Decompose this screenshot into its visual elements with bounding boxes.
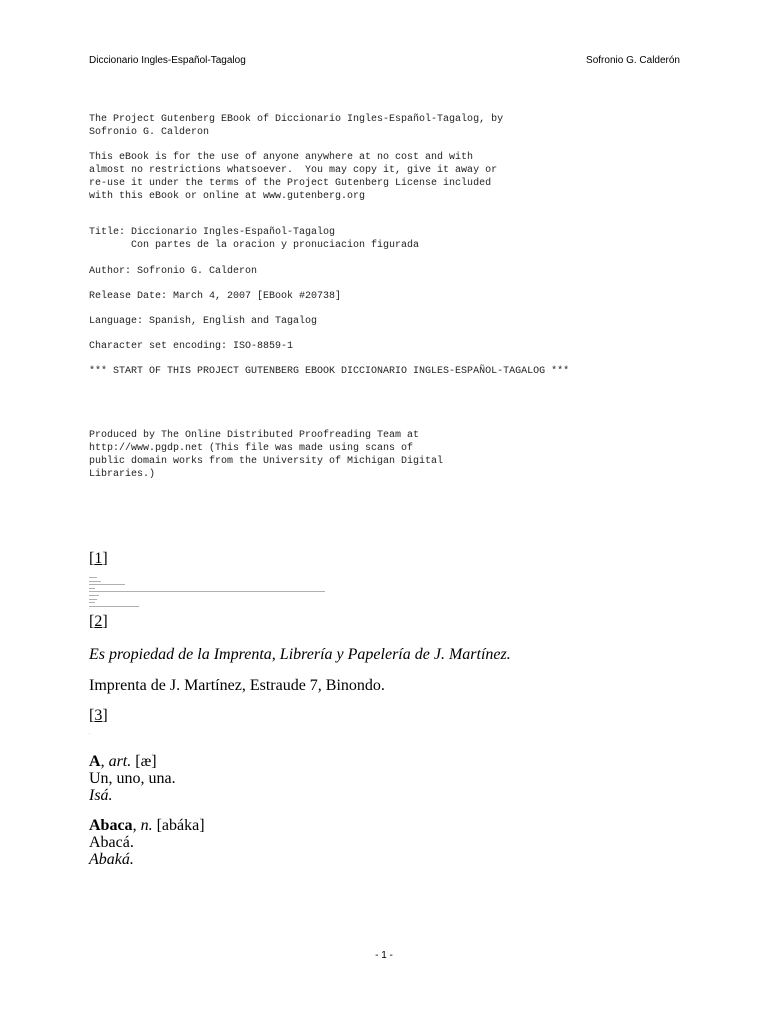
language-field: Language: Spanish, English and Tagalog xyxy=(89,316,318,327)
page-ref-3-link[interactable]: 3 xyxy=(94,707,103,724)
entry-pronunciation: [abáka] xyxy=(156,817,205,834)
scanned-title-page-lines xyxy=(89,577,339,609)
page-ref-2: [2] xyxy=(89,613,108,630)
dictionary-entry xyxy=(89,817,205,868)
entry-spanish: Un, uno, una. xyxy=(89,770,176,787)
entry-tagalog: Isá. xyxy=(89,787,113,804)
license-paragraph: This eBook is for the use of anyone anywhere at no cost and with almost no restrictions whatsoever. You may copy it, give it away or re-use it under the terms of the Project Gutenberg License included with this eBook or online at www.gutenberg.org xyxy=(89,152,498,202)
press-address: Imprenta de J. Martínez, Estraude 7, Binondo. xyxy=(89,677,385,694)
entry-headline: A, art. [æ] xyxy=(89,753,157,770)
dictionary-entry xyxy=(89,753,176,804)
entry-spanish: Abacá. xyxy=(89,834,134,851)
page-ref-2-link[interactable]: 2 xyxy=(94,613,103,630)
stray-dot: . xyxy=(89,730,91,736)
running-header-author: Sofronio G. Calderón xyxy=(586,55,680,66)
entry-headword: Abaca xyxy=(89,817,133,834)
encoding-field: Character set encoding: ISO-8859-1 xyxy=(89,341,294,352)
ebook-title-line: The Project Gutenberg EBook of Diccionario Ingles-Español-Tagalog, by Sofronio G. Calderon xyxy=(89,114,504,138)
title-field: Title: Diccionario Ingles-Español-Tagalog Con partes de la oracion y pronuciacion figurada xyxy=(89,227,420,251)
running-header-title: Diccionario Ingles-Español-Tagalog xyxy=(89,55,246,66)
entry-headword: A xyxy=(89,753,101,770)
release-date-field: Release Date: March 4, 2007 [EBook #20738] xyxy=(89,291,342,302)
page-number: - 1 - xyxy=(375,950,393,961)
page-ref-1: [1] xyxy=(89,550,108,567)
produced-by-paragraph: Produced by The Online Distributed Proofreading Team at http://www.pgdp.net (This file was made using scans of public domain works from the University of Michigan Digital Libraries.) xyxy=(89,430,444,480)
entry-tagalog: Abaká. xyxy=(89,851,134,868)
entry-pronunciation: [æ] xyxy=(135,753,157,770)
author-field: Author: Sofronio G. Calderon xyxy=(89,266,258,277)
entry-headline: Abaca, n. [abáka] xyxy=(89,817,205,834)
page-ref-1-link[interactable]: 1 xyxy=(94,550,103,567)
entry-part-of-speech: n. xyxy=(140,817,153,834)
page-ref-3: [3] xyxy=(89,707,108,724)
entry-part-of-speech: art. xyxy=(108,753,132,770)
start-marker: *** START OF THIS PROJECT GUTENBERG EBOOK DICCIONARIO INGLES-ESPAÑOL-TAGALOG *** xyxy=(89,366,570,377)
property-notice: Es propiedad de la Imprenta, Librería y Papelería de J. Martínez. xyxy=(89,646,511,663)
